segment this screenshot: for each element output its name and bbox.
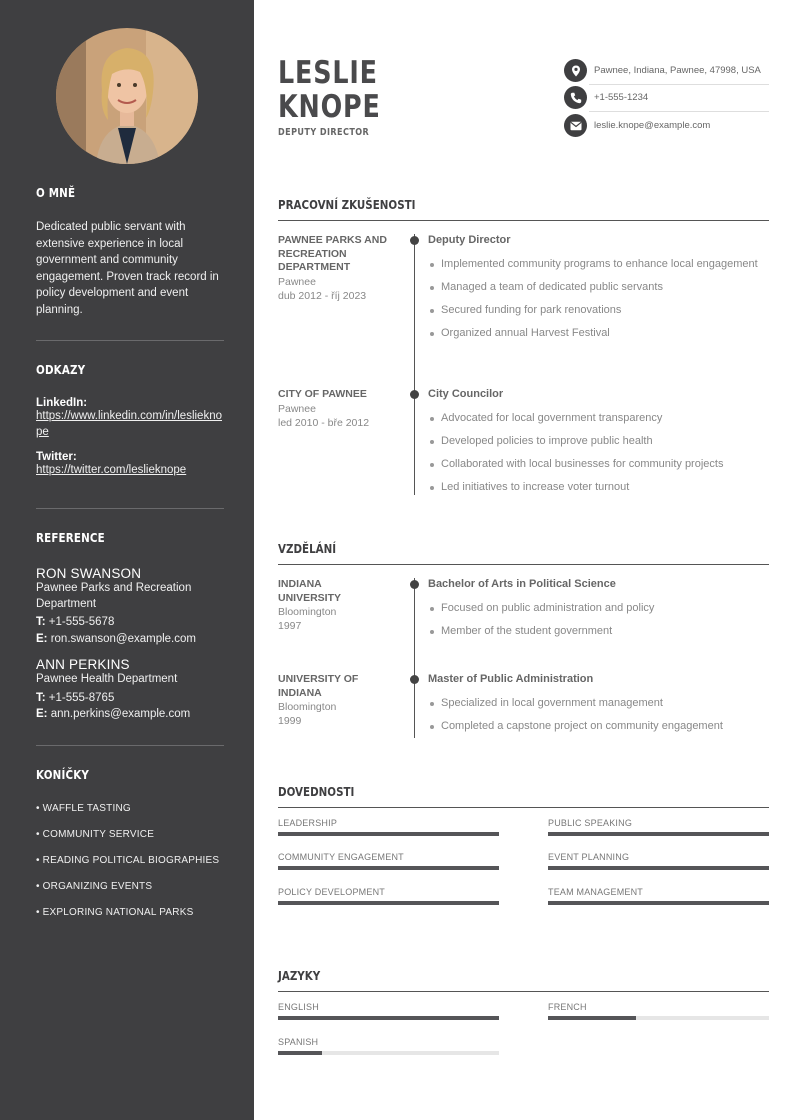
skill-item bbox=[548, 887, 769, 905]
skill-label: EVENT PLANNING bbox=[548, 852, 630, 862]
reference-phone: +1-555-5678 bbox=[48, 616, 115, 628]
location-pin-icon bbox=[564, 59, 587, 82]
skill-item bbox=[278, 818, 499, 836]
reference-name: ANN PERKINS bbox=[36, 657, 130, 672]
dates: 1997 bbox=[278, 620, 302, 632]
language-label: ENGLISH bbox=[278, 1002, 319, 1012]
skill-bar-fill bbox=[548, 866, 769, 870]
hobby-item: • COMMUNITY SERVICE bbox=[36, 829, 155, 840]
phone-prefix: T: bbox=[36, 691, 46, 704]
list-item: Collaborated with local businesses for community projects bbox=[428, 457, 768, 472]
reference-org: Pawnee Parks and Recreation Department bbox=[36, 582, 192, 610]
skill-bar bbox=[548, 866, 769, 870]
references-section bbox=[36, 531, 224, 723]
language-bar-fill bbox=[548, 1016, 636, 1020]
twitter-label: Twitter: bbox=[36, 451, 77, 463]
skill-item bbox=[548, 852, 769, 870]
list-item: Led initiatives to increase voter turnout bbox=[428, 480, 768, 495]
timeline-line bbox=[414, 578, 415, 738]
location: Bloomington bbox=[278, 606, 337, 618]
skill-bar-fill bbox=[548, 901, 769, 905]
timeline-dot bbox=[410, 675, 419, 684]
email-prefix: E: bbox=[36, 708, 48, 720]
degree: Master of Public Administration bbox=[428, 673, 594, 685]
references-heading: REFERENCE bbox=[36, 531, 105, 545]
language-bar bbox=[548, 1016, 769, 1020]
language-bar-fill bbox=[278, 1016, 499, 1020]
skill-bar bbox=[548, 832, 769, 836]
about-heading: O MNĚ bbox=[36, 186, 76, 200]
location: Bloomington bbox=[278, 701, 337, 713]
list-item: Implemented community programs to enhance local engagement bbox=[428, 257, 768, 272]
skill-item bbox=[278, 852, 499, 870]
role: City Councilor bbox=[428, 388, 504, 400]
links-section bbox=[36, 363, 224, 479]
skill-label: COMMUNITY ENGAGEMENT bbox=[278, 852, 404, 862]
list-item: Organized annual Harvest Festival bbox=[428, 326, 768, 341]
hobby-item: • ORGANIZING EVENTS bbox=[36, 881, 153, 892]
skill-bar bbox=[278, 832, 499, 836]
divider bbox=[36, 340, 224, 341]
skill-label: LEADERSHIP bbox=[278, 818, 338, 828]
phone-prefix: T: bbox=[36, 616, 46, 628]
skill-item bbox=[278, 887, 499, 905]
linkedin-link[interactable]: https://www.linkedin.com/in/leslieknope bbox=[36, 410, 222, 438]
language-item bbox=[278, 1002, 499, 1020]
reference-item bbox=[36, 657, 224, 723]
sidebar bbox=[0, 0, 254, 1120]
profile-photo bbox=[56, 28, 198, 164]
contact-phone bbox=[564, 84, 769, 111]
skills-heading bbox=[278, 783, 769, 808]
language-item bbox=[278, 1037, 499, 1055]
list-item: Member of the student government bbox=[428, 624, 768, 639]
role: Deputy Director bbox=[428, 234, 511, 246]
reference-email: ron.swanson@example.com bbox=[50, 632, 196, 645]
email-text[interactable]: leslie.knope@example.com bbox=[594, 120, 711, 131]
skill-label: POLICY DEVELOPMENT bbox=[278, 887, 385, 897]
twitter-link[interactable]: https://twitter.com/leslieknope bbox=[36, 464, 187, 476]
languages-heading-text: JAZYKY bbox=[278, 969, 321, 983]
skills-heading-text: DOVEDNOSTI bbox=[278, 785, 355, 799]
list-item: Advocated for local government transparency bbox=[428, 411, 768, 426]
reference-email: ann.perkins@example.com bbox=[50, 708, 191, 720]
links-heading: ODKAZY bbox=[36, 363, 86, 377]
dates: led 2010 - bře 2012 bbox=[278, 416, 370, 429]
envelope-icon bbox=[564, 114, 587, 137]
list-item: Focused on public administration and policy bbox=[428, 601, 768, 616]
skill-bar bbox=[278, 866, 499, 870]
location: Pawnee bbox=[278, 402, 316, 415]
contact-address bbox=[564, 57, 769, 84]
linkedin-label: LinkedIn: bbox=[36, 397, 88, 409]
list-item: Developed policies to improve public health bbox=[428, 434, 768, 449]
language-bar bbox=[278, 1016, 499, 1020]
skill-bar-fill bbox=[548, 832, 769, 836]
hobbies-section bbox=[36, 768, 224, 932]
school: UNIVERSITY OF INDIANA bbox=[278, 673, 359, 699]
skill-bar bbox=[278, 901, 499, 905]
education-heading bbox=[278, 540, 769, 565]
language-item bbox=[548, 1002, 769, 1020]
phone-text[interactable]: +1-555-1234 bbox=[594, 92, 649, 103]
contact-email bbox=[564, 112, 769, 139]
degree: Bachelor of Arts in Political Science bbox=[428, 578, 616, 590]
hobby-item: • READING POLITICAL BIOGRAPHIES bbox=[36, 855, 220, 866]
list-item: Secured funding for park renovations bbox=[428, 303, 768, 318]
reference-phone: +1-555-8765 bbox=[48, 691, 115, 704]
experience-heading-text: PRACOVNÍ ZKUŠENOSTI bbox=[278, 198, 416, 212]
first-name: LESLIE bbox=[278, 55, 378, 91]
list-item: Specialized in local government management bbox=[428, 696, 768, 711]
skill-bar-fill bbox=[278, 832, 499, 836]
language-bar bbox=[278, 1051, 499, 1055]
skill-bar bbox=[548, 901, 769, 905]
timeline-dot bbox=[410, 580, 419, 589]
about-text: Dedicated public servant with extensive experience in local government and community engagement. Proven track record in policy development and event planning. bbox=[36, 221, 219, 316]
full-name bbox=[278, 56, 381, 124]
reference-name: RON SWANSON bbox=[36, 566, 142, 581]
about-section bbox=[36, 186, 224, 319]
divider bbox=[36, 508, 224, 509]
hobby-item: • EXPLORING NATIONAL PARKS bbox=[36, 907, 194, 918]
job-title: DEPUTY DIRECTOR bbox=[278, 127, 370, 138]
language-bar-fill bbox=[278, 1051, 322, 1055]
employer: CITY OF PAWNEE bbox=[278, 388, 367, 400]
employer: PAWNEE PARKS AND RECREATION DEPARTMENT bbox=[278, 234, 387, 273]
skill-label: TEAM MANAGEMENT bbox=[548, 887, 644, 897]
address-text: Pawnee, Indiana, Pawnee, 47998, USA bbox=[594, 65, 761, 76]
languages-heading bbox=[278, 967, 769, 992]
dates: dub 2012 - říj 2023 bbox=[278, 289, 367, 302]
location: Pawnee bbox=[278, 275, 316, 288]
skill-label: PUBLIC SPEAKING bbox=[548, 818, 633, 828]
list-item: Managed a team of dedicated public servants bbox=[428, 280, 768, 295]
school: INDIANA UNIVERSITY bbox=[278, 578, 342, 604]
dates: 1999 bbox=[278, 715, 302, 727]
phone-icon bbox=[564, 86, 587, 109]
timeline-line bbox=[414, 234, 415, 495]
education-heading-text: VZDĚLÁNÍ bbox=[278, 542, 337, 556]
experience-heading bbox=[278, 196, 769, 221]
portrait-image bbox=[56, 28, 198, 164]
last-name: KNOPE bbox=[278, 89, 381, 125]
reference-item bbox=[36, 566, 224, 647]
timeline-dot bbox=[410, 236, 419, 245]
list-item: Completed a capstone project on community engagement bbox=[428, 719, 768, 734]
hobbies-heading: KONÍČKY bbox=[36, 768, 90, 782]
skill-bar-fill bbox=[278, 866, 499, 870]
timeline-dot bbox=[410, 390, 419, 399]
reference-org: Pawnee Health Department bbox=[36, 673, 178, 685]
email-prefix: E: bbox=[36, 632, 48, 645]
skill-bar-fill bbox=[278, 901, 499, 905]
skill-item bbox=[548, 818, 769, 836]
language-label: FRENCH bbox=[548, 1002, 587, 1012]
hobby-item: • WAFFLE TASTING bbox=[36, 803, 131, 814]
language-label: SPANISH bbox=[278, 1037, 319, 1047]
divider bbox=[36, 745, 224, 746]
